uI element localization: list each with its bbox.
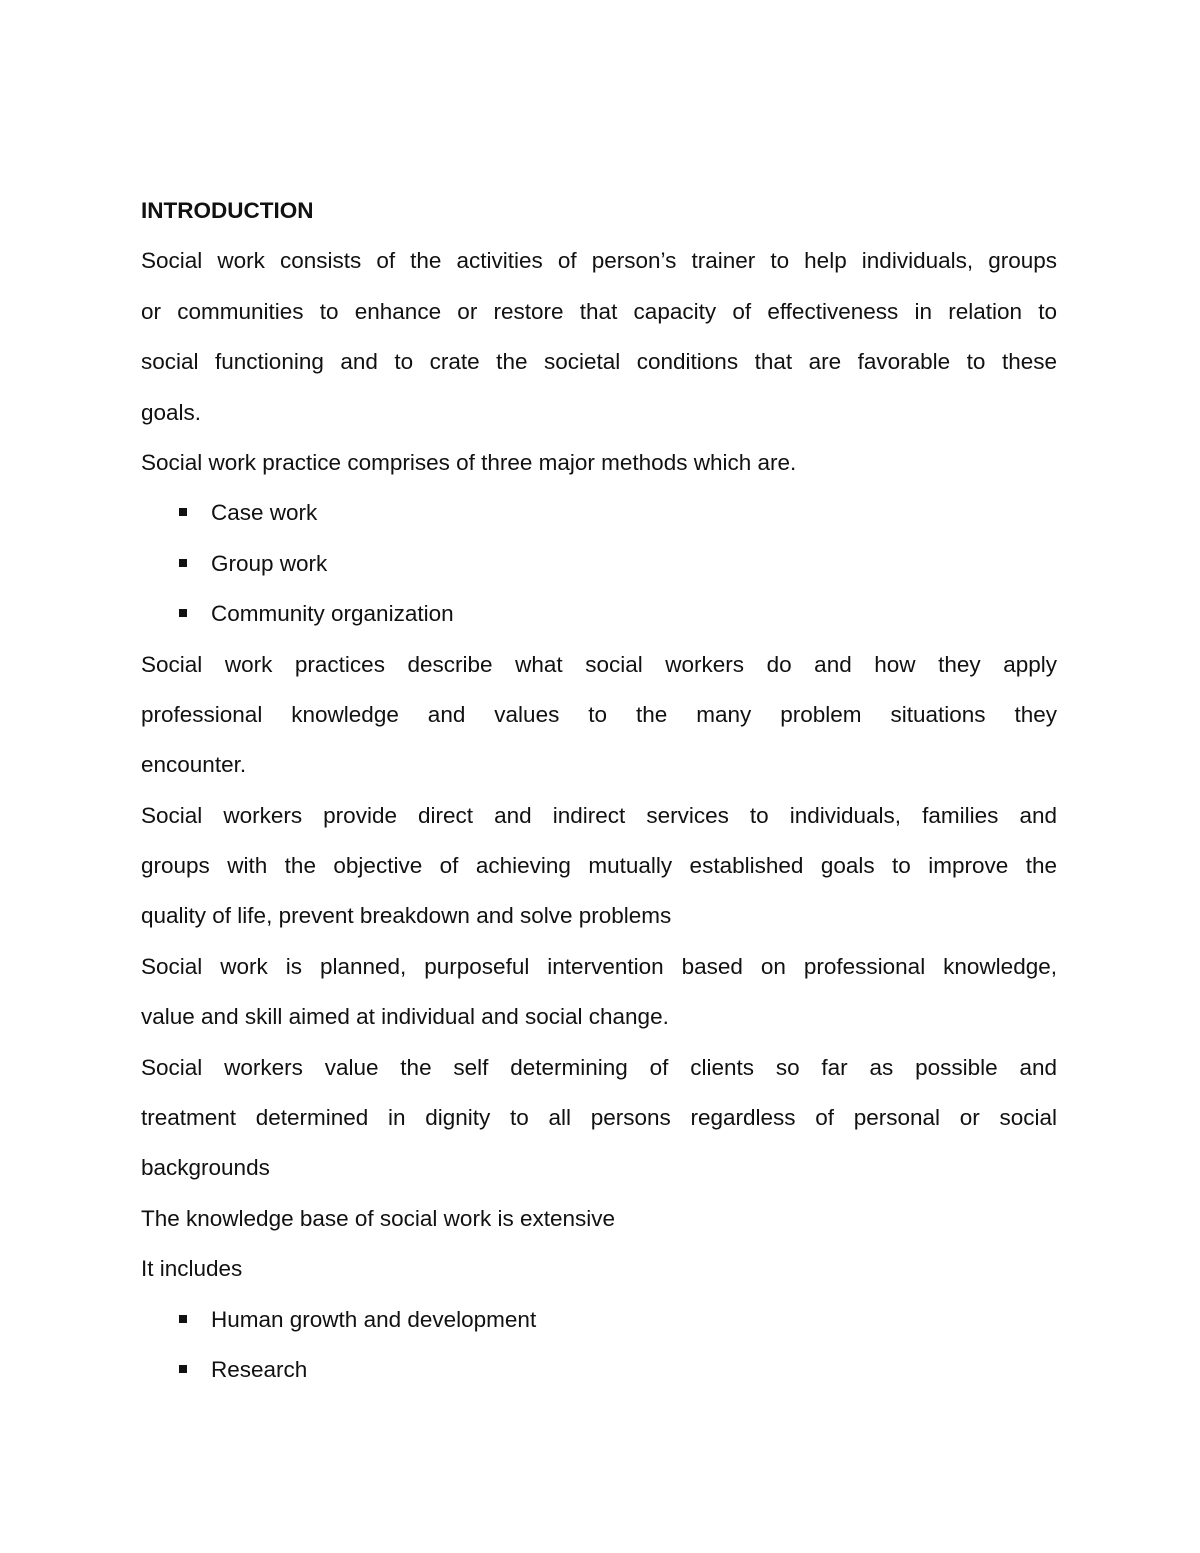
paragraph-methods-intro: Social work practice comprises of three major methods which are. — [141, 449, 797, 475]
list-item — [141, 488, 1057, 538]
list-item-label: Community organization — [211, 601, 454, 627]
paragraph-line: Social workers value the self determining of clients so far as possible and — [141, 1054, 1057, 1080]
section-heading: INTRODUCTION — [141, 198, 314, 223]
paragraph-definition — [141, 236, 1057, 438]
list-item — [141, 1295, 1057, 1345]
paragraph-line: Social workers provide direct and indirect services to individuals, families and — [141, 802, 1057, 828]
square-bullet-icon — [179, 1315, 187, 1323]
list-item — [141, 539, 1057, 589]
paragraph-intervention — [141, 942, 1057, 1043]
paragraph-line: value and skill aimed at individual and social change. — [141, 1004, 669, 1030]
square-bullet-icon — [179, 559, 187, 567]
list-item-label: Case work — [211, 500, 318, 526]
paragraph-knowledge-base: The knowledge base of social work is extensive — [141, 1205, 615, 1231]
square-bullet-icon — [179, 609, 187, 617]
paragraph-line: goals. — [141, 399, 202, 425]
list-item-label: Group work — [211, 550, 328, 576]
paragraph-line: professional knowledge and values to the many problem situations they — [141, 701, 1057, 727]
list-item — [141, 589, 1057, 639]
paragraph-includes: It includes — [141, 1256, 243, 1282]
paragraph-line: groups with the objective of achieving mutually established goals to improve the — [141, 853, 1057, 879]
paragraph-line: social functioning and to crate the societal conditions that are favorable to these — [141, 349, 1057, 375]
paragraph-line: Social work practices describe what social workers do and how they apply — [141, 651, 1057, 677]
paragraph-line: or communities to enhance or restore that capacity of effectiveness in relation to — [141, 298, 1057, 324]
paragraph-services — [141, 791, 1057, 942]
methods-list — [141, 488, 1057, 639]
list-item-label: Human growth and development — [211, 1306, 537, 1332]
paragraph-line: encounter. — [141, 752, 247, 778]
paragraph-line: Social work is planned, purposeful intervention based on professional knowledge, — [141, 953, 1057, 979]
square-bullet-icon — [179, 508, 187, 516]
paragraph-line: backgrounds — [141, 1155, 270, 1181]
list-item — [141, 1345, 1057, 1395]
paragraph-practices — [141, 640, 1057, 791]
list-item-label: Research — [211, 1356, 308, 1382]
document-body — [141, 186, 1057, 1395]
paragraph-values — [141, 1043, 1057, 1194]
square-bullet-icon — [179, 1365, 187, 1373]
paragraph-line: quality of life, prevent breakdown and solve problems — [141, 903, 672, 929]
paragraph-line: treatment determined in dignity to all persons regardless of personal or social — [141, 1105, 1057, 1131]
includes-list — [141, 1295, 1057, 1396]
paragraph-line: Social work consists of the activities of person’s trainer to help individuals, groups — [141, 248, 1057, 274]
